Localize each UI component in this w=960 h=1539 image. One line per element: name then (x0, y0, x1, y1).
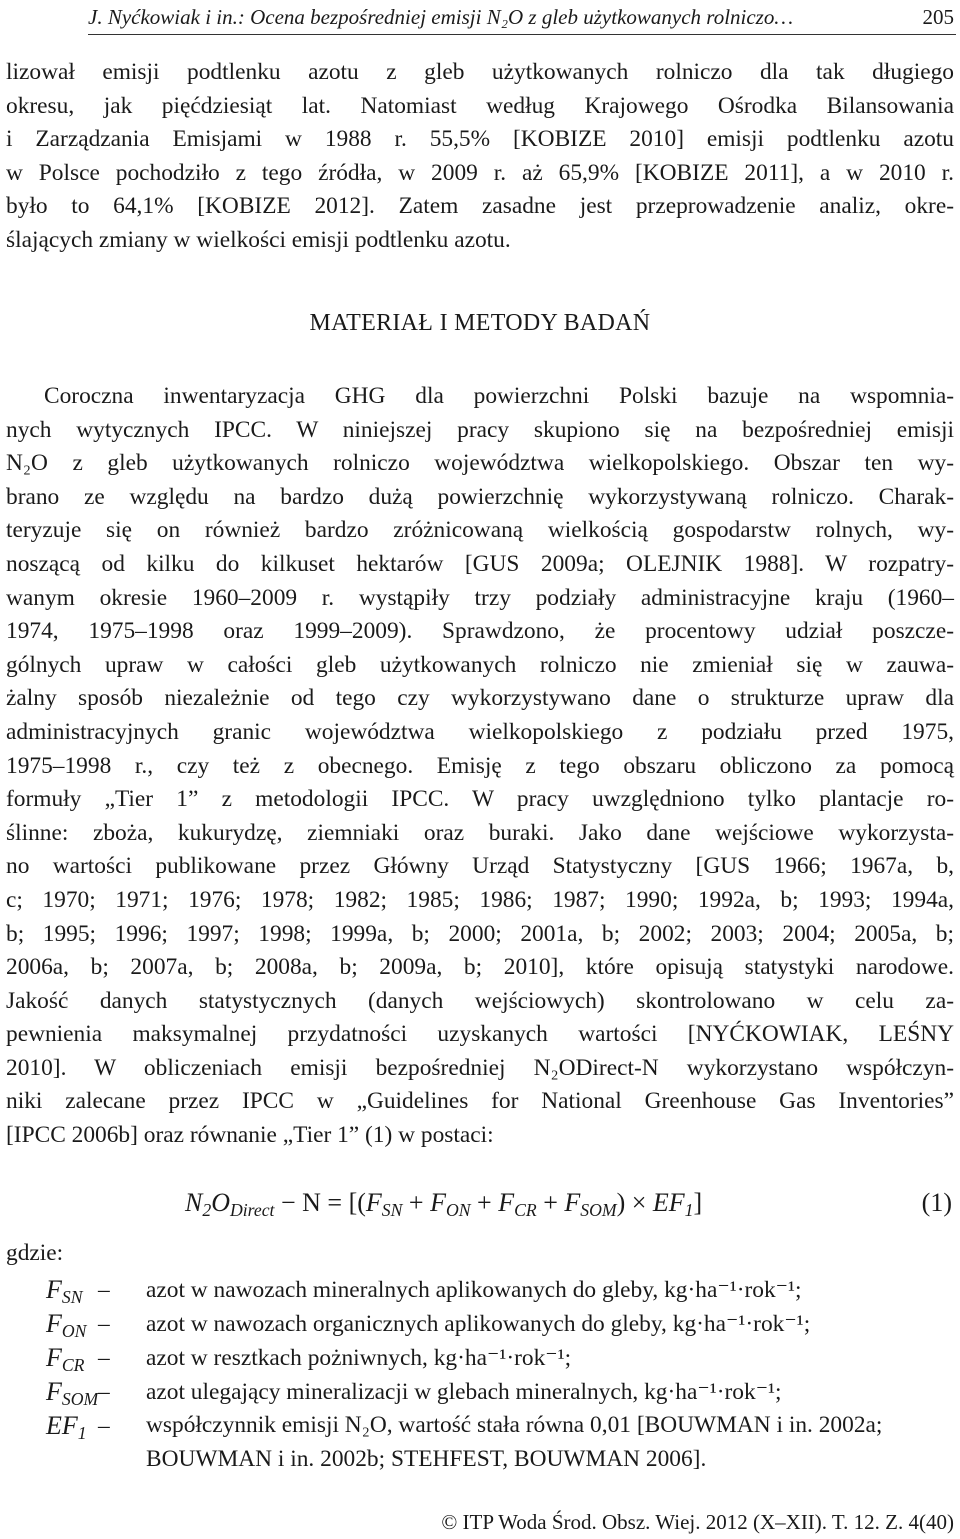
eq-f: F (430, 1188, 446, 1217)
eq-sub: SOM (580, 1199, 617, 1220)
text-line: ślinne: zboża, kukurydzę, ziemniaki oraz buraki. Jako dane wejściowe wykorzysta- (6, 819, 954, 846)
symbol-letter: F (46, 1309, 62, 1338)
eq-f: F (564, 1188, 581, 1217)
text-line: [IPCC 2006b] oraz równanie „Tier 1” (1) w postaci: (6, 1122, 494, 1149)
text-line: c; 1970; 1971; 1976; 1978; 1982; 1985; 1986; 1987; 1990; 1992a, b; 1993; 1994a, (6, 886, 954, 913)
eq-n: N (185, 1188, 203, 1217)
equation-number: (1) (921, 1188, 952, 1217)
text-line: brano ze względu na bardzo dużą powierzchnię wykorzystywaną rolniczo. Charak- (6, 483, 954, 510)
text-line: Coroczna inwentaryzacja GHG dla powierzchni Polski bazuje na wspomnia- (44, 383, 954, 409)
symbol-letter: F (46, 1275, 62, 1304)
legend-dash: – (98, 1379, 110, 1405)
legend-symbol (46, 1375, 98, 1409)
legend-symbol (46, 1341, 84, 1375)
text-line: ślających zmiany w wielkości emisji podtlenku azotu. (6, 226, 511, 253)
eq-direct-sub: Direct (229, 1199, 275, 1220)
running-header (88, 0, 956, 35)
legend-row (0, 1307, 960, 1341)
legend-description: azot w nawozach organicznych aplikowanych do gleby, kg·ha⁻¹·rok⁻¹; (146, 1311, 811, 1337)
legend-symbol (46, 1307, 86, 1341)
variable-legend (0, 1273, 960, 1477)
eq-sub: CR (514, 1199, 537, 1220)
legend-row (0, 1273, 960, 1307)
where-label: gdzie: (6, 1240, 64, 1266)
legend-row (0, 1409, 960, 1477)
symbol-sub: SOM (61, 1388, 99, 1409)
text-line: pewnienia maksymalnej przydatności uzyskanych wartości [NYĆKOWIAK, LEŚNY (6, 1021, 954, 1048)
text-line: wanym okresie 1960–2009 r. wystąpiły trzy podziały administracyjne kraju (1960– (6, 584, 954, 611)
eq-f: F (365, 1188, 382, 1217)
eq-operator: + (402, 1188, 431, 1217)
eq-operator: ] (693, 1188, 703, 1217)
text-line: teryzuje się on również bardzo zróżnicowaną wielkością gospodarstw rolnych, wy- (6, 517, 954, 544)
text-line: gólnych upraw w całości gleb użytkowanych rolniczo nie zmieniał się w zauwa- (6, 651, 954, 678)
text-line: niki zalecane przez IPCC w „Guidelines for National Greenhouse Gas Inventories” (6, 1088, 954, 1115)
text-line: 1975–1998 r., czy też z obecnego. Emisję z tego obszaru obliczono za pomocą (6, 752, 954, 779)
running-header-title: J. Nyćkowiak i in.: Ocena bezpośredniej emisji N₂O z gleb użytkowanych rolniczo… (88, 5, 794, 29)
eq-operator: + (470, 1188, 499, 1217)
text-line: było to 64,1% [KOBIZE 2012]. Zatem zasadne jest przeprowadzenie analiz, okre- (6, 193, 954, 220)
symbol-sub: ON (61, 1320, 87, 1341)
text-line: Jakość danych statystycznych (danych wejściowych) skontrolowano w celu za- (6, 987, 954, 1014)
text-line: 2010]. W obliczeniach emisji bezpośredniej N₂ODirect-N wykorzystano współczyn- (6, 1054, 954, 1081)
eq-sub: SN (381, 1199, 403, 1220)
symbol-letter: F (46, 1377, 62, 1406)
text-line: b; 1995; 1996; 1997; 1998; 1999a, b; 2000; 2001a, b; 2002; 2003; 2004; 2005a, b; (6, 920, 954, 947)
equation-1 (0, 1178, 960, 1228)
legend-symbol (46, 1409, 87, 1443)
eq-ef: EF (652, 1188, 685, 1217)
legend-dash: – (98, 1413, 110, 1439)
legend-symbol (46, 1273, 83, 1307)
legend-description: azot w nawozach mineralnych aplikowanych do gleby, kg·ha⁻¹·rok⁻¹; (146, 1277, 802, 1303)
methods-paragraph (6, 380, 954, 1153)
legend-dash: – (98, 1345, 110, 1371)
symbol-sub: 1 (77, 1422, 87, 1443)
symbol-letter: F (46, 1343, 62, 1372)
text-line: administracyjnych granic województwa wielkopolskiego z podziału przed 1975, (6, 718, 954, 745)
eq-operator: − N = [( (274, 1188, 366, 1217)
text-line: 1974, 1975–1998 oraz 1999–2009). Sprawdzono, że procentowy udział poszcze- (6, 618, 954, 645)
text-line: 2006a, b; 2007a, b; 2008a, b; 2009a, b; 2010], które opisują statystyki narodowe. (6, 954, 954, 981)
text-line: żalny sposób niezależnie od tego czy wykorzystywano dane o strukturze upraw dla (6, 685, 954, 712)
symbol-letter: EF (46, 1411, 78, 1440)
equation-formula (185, 1178, 702, 1228)
legend-description: azot ulegający mineralizacji w glebach mineralnych, kg·ha⁻¹·rok⁻¹; (146, 1379, 782, 1405)
text-line: w Polsce pochodziło z tego źródła, w 2009 r. aż 65,9% [KOBIZE 2011], a w 2010 r. (6, 159, 954, 186)
eq-f: F (498, 1188, 515, 1217)
text-line: no wartości publikowane przez Główny Urząd Statystyczny [GUS 1966; 1967a, b, (6, 853, 954, 880)
page-number: 205 (922, 5, 954, 29)
text-line: okresu, jak pięćdziesiąt lat. Natomiast według Krajowego Ośrodka Bilansowania (6, 92, 954, 119)
text-line: formuły „Tier 1” z metodologii IPCC. W pracy uwzględniono tylko plantacje ro- (6, 786, 954, 813)
eq-operator: ) × (616, 1188, 653, 1217)
legend-row (0, 1341, 960, 1375)
legend-dash: – (98, 1277, 110, 1303)
journal-footer: © ITP Woda Środ. Obsz. Wiej. 2012 (X–XII). T. 12. Z. 4(40) (441, 1510, 954, 1534)
legend-row (0, 1375, 960, 1409)
text-line: N₂O z gleb użytkowanych rolniczo województwa wielkopolskiego. Obszar ten wy- (6, 450, 954, 477)
symbol-sub: SN (61, 1286, 83, 1307)
symbol-sub: CR (61, 1354, 85, 1375)
legend-description: azot w resztkach pożniwnych, kg·ha⁻¹·rok⁻¹; (146, 1345, 572, 1371)
text-line: i Zarządzania Emisjami w 1988 r. 55,5% [KOBIZE 2010] emisji podtlenku azotu (6, 126, 954, 153)
eq-sub: 1 (684, 1199, 694, 1220)
eq-sub: ON (445, 1199, 471, 1220)
text-line: lizował emisji podtlenku azotu z gleb użytkowanych rolniczo dla tak długiego (6, 59, 954, 85)
legend-dash: – (98, 1311, 110, 1337)
legend-description: współczynnik emisji N₂O, wartość stała równa 0,01 [BOUWMAN i in. 2002a; BOUWMAN i in. 2002b; STEHFEST, BOUWMAN 2006]. (146, 1412, 883, 1472)
eq-o: O (211, 1188, 230, 1217)
intro-paragraph (6, 56, 954, 258)
text-line: nych wytycznych IPCC. W niniejszej pracy skupiono się na bezpośredniej emisji (6, 416, 954, 443)
eq-sub: 2 (202, 1199, 212, 1220)
eq-operator: + (536, 1188, 565, 1217)
text-line: noszącą od kilku do kilkuset hektarów [GUS 2009a; OLEJNIK 1988]. W rozpatry- (6, 550, 954, 577)
section-heading: MATERIAŁ I METODY BADAŃ (309, 310, 651, 336)
